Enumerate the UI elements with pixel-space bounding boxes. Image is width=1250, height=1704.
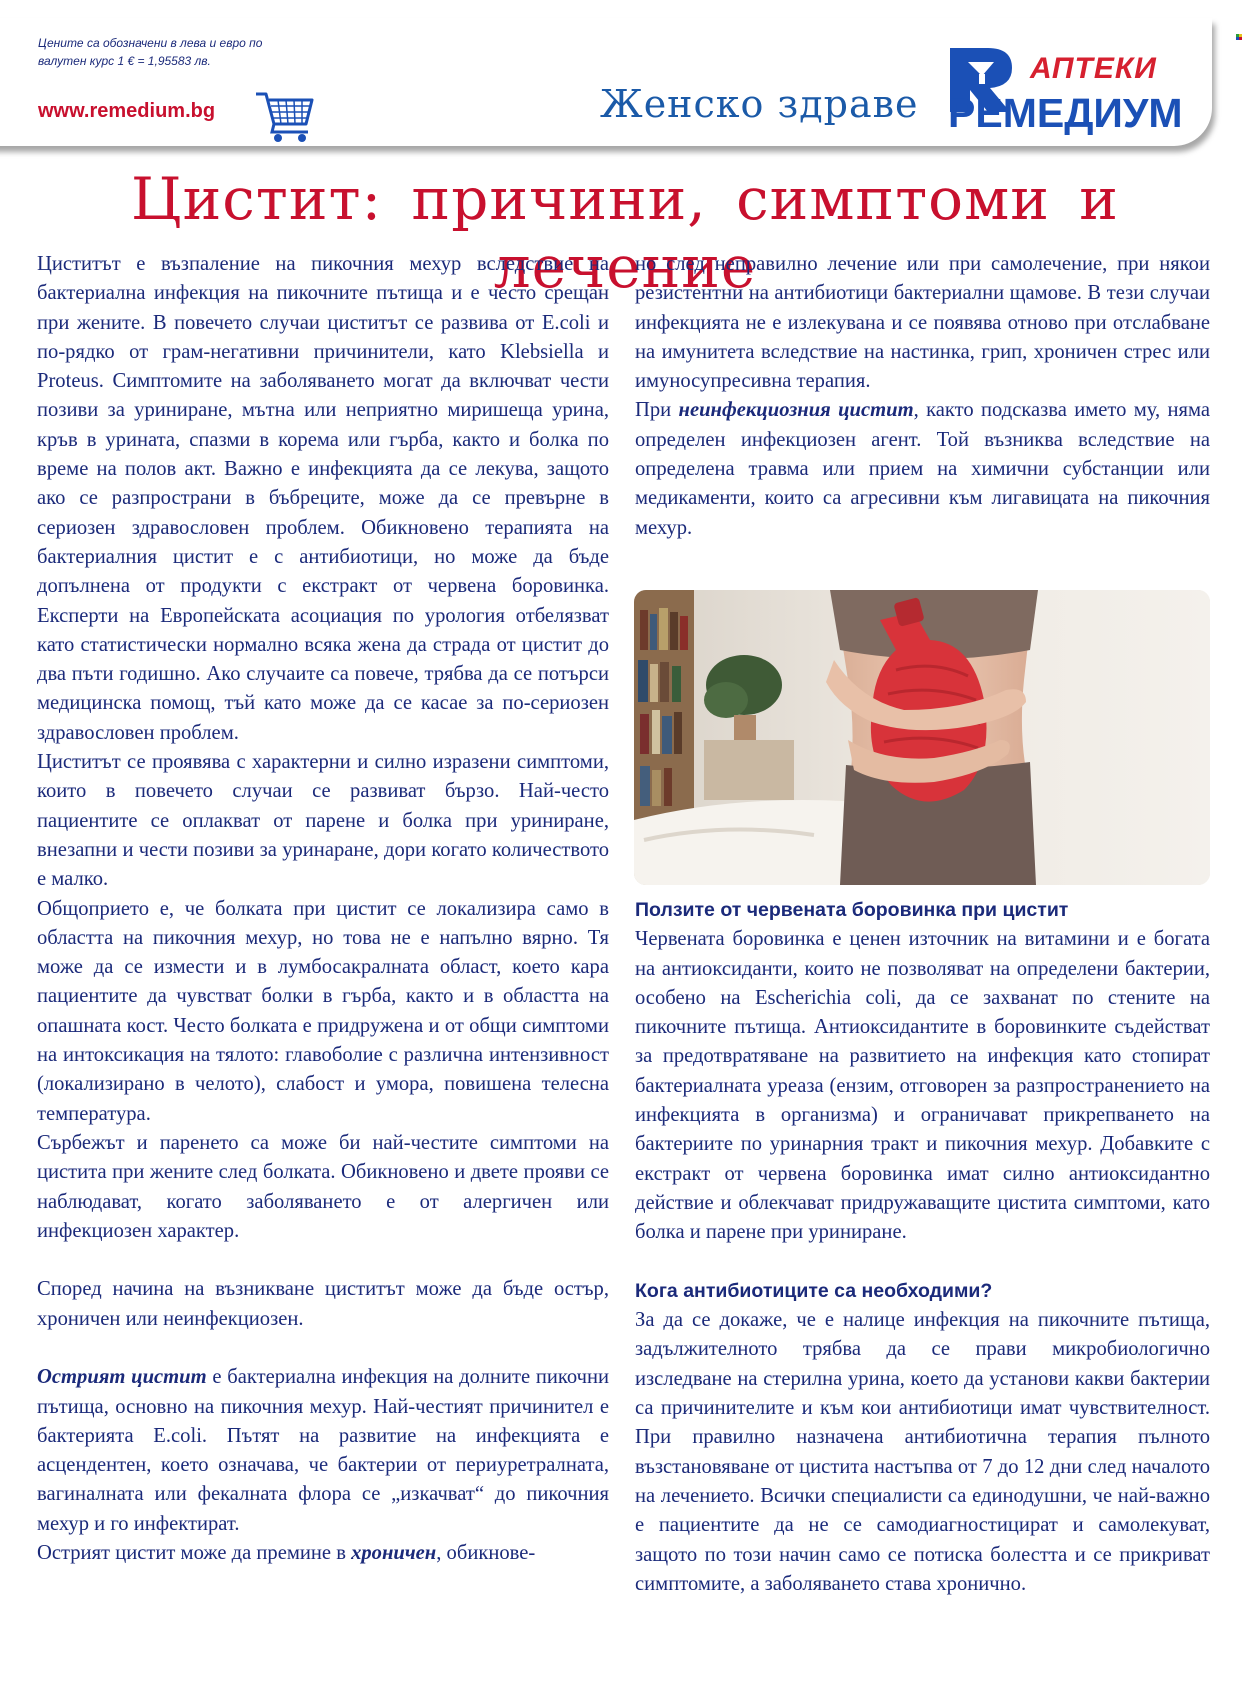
article-right-column-bottom <box>635 896 1210 1599</box>
paragraph <box>37 1363 609 1539</box>
article-photo <box>634 590 1210 885</box>
paragraph-text: , както подсказва името му, няма определен инфекциозен агент. Той възниква вследствие на определена травма или прием на химични субстанции или медикаменти, които са агресивни към лигавицата на пикочния мехур. <box>635 399 1211 539</box>
logo-text-remedium: РЕМЕДИУМ <box>948 90 1183 136</box>
paragraph: но след неправилно лечение или при самолечение, при някои резистентни на антибиотици бактериални щамове. В тези случаи инфекцията не е излекувана и се появява отново при отслабване на имунитета вследствие на настинка, грип, хроничен стрес или имуносупресивна терапия. <box>635 253 1210 393</box>
article-left-column <box>37 250 609 1568</box>
subheading-cranberry: Ползите от червената боровинка при цистит <box>635 899 1069 921</box>
paragraph: Според начина на възникване циститът може да бъде остър, хроничен или неинфекциозен. <box>37 1278 609 1330</box>
page-header <box>0 0 1250 150</box>
paragraph: За да се докаже, че е налице инфекция на пикочните пътища, задължителното трябва да се прави микробиологично изследване на стерилна урина, което да установи какви бактерии са причинителите и към кои антибиотици имат чувствителност. При правилно назначена антибиотична терапия пълното възстановяване от цистита настъпва от 7 до 12 дни след началото на лечението. Всички специалисти са единодушни, че най-важно е пациентите да не се самодиагностицират и самолекуват, защото по този начин само се потиска болестта и се прикриват симптомите, а заболяването става хронично. <box>635 1309 1210 1595</box>
price-note: Цените са обозначени в лева и евро по валутен курс 1 € = 1,95583 лв. <box>38 36 263 68</box>
corner-marker-icon <box>1236 34 1242 40</box>
section-title: Женско здраве <box>600 82 919 126</box>
emphasis-term: неинфекциозния цистит <box>678 399 914 422</box>
shopping-cart-icon[interactable] <box>252 88 316 144</box>
remedium-logo[interactable] <box>948 46 1188 136</box>
article-right-column-top <box>635 250 1210 543</box>
paragraph <box>37 1539 609 1568</box>
paragraph <box>635 396 1210 542</box>
article-title: Цистит: причини, симптоми и лечение <box>131 165 1119 301</box>
paragraph: Червената боровинка е ценен източник на витамини и е богата на антиоксиданти, които не позволяват на определени бактерии, особено на Escherichia coli, да се захванат по стените на пикочните пътища. Антиоксидантите в боровинките съдействат за предотвратяване на развитието на инфекция като стопират бактериалната уреаза (ензим, отговорен за разпространението на инфекцията в организма) и ограничават прикрепването на бактериите по уринарния тракт и пикочния мехур. Добавките с екстракт от червена боровинка имат силно антиоксидантно действие и облекчават придружаващите цистита симптоми, като болка и парене при уриниране. <box>635 928 1210 1244</box>
paragraph: Сърбежът и паренето са може би най-честите симптоми на цистита при жените след болката. Обикновено и двете прояви се наблюдават, когато заболяването е от алергичен или инфекциозен характер. <box>37 1131 609 1242</box>
paragraph: Общоприето е, че болката при цистит се локализира само в областта на пикочния мехур, но това не е напълно вярно. Тя може да се измести и в лумбосакралната област, което кара пациентите да чувстват болки в гърба, както и в областта на опашната кост. Често болката е придружена и от общи симптоми на интоксикация на тялото: главоболие с различна интензивност (локализирано в челото), слабост и умора, повишена телесна температура. <box>37 897 609 1125</box>
woman-hot-water-bottle-illustration <box>634 590 1210 885</box>
paragraph-text: , обикнове- <box>436 1542 536 1565</box>
emphasis-term: Острият цистит <box>37 1366 207 1389</box>
paragraph: Циститът се проявява с характерни и силно изразени симптоми, които в повечето случаи се развиват бързо. Най-често пациентите се оплакват от парене и болка при уриниране, внезапни и чести позиви за уринаране, дори когато количеството е малко. <box>37 751 609 891</box>
site-link[interactable]: www.remedium.bg <box>38 100 216 122</box>
subheading-antibiotics: Кога антибиотиците са необходими? <box>635 1279 993 1302</box>
paragraph-text: Острият цистит може да премине в <box>37 1542 352 1565</box>
paragraph-text: е бактериална инфекция на долните пикочни пътища, основно на пикочния мехур. Най-честият причинител е бактерията E.coli. Пътят на развитие на инфекцията е асцендентен, което означава, че бактерии от периуретралната, вагиналната или фекалната флора се „изкачват“ до пикочния мехур и го инфектират. <box>37 1366 609 1535</box>
paragraph-text: При <box>635 399 679 422</box>
emphasis-term: хроничен <box>351 1542 437 1565</box>
logo-text-apteki: АПТЕКИ <box>1030 52 1157 85</box>
paragraph: Циститът е възпаление на пикочния мехур вследствие на бактериална инфекция на пикочните пътища и е често срещан при жените. В повечето случаи циститът се развива от E.coli и по-рядко от грам-негативни причинители, като Klebsiella и Proteus. Симптомите на заболяването могат да включват чести позиви за уриниране, мътна или неприятно миришеща урина, кръв в урината, спазми в корема или гърба, както и болка по време на полов акт. Важно е инфекцията да се лекува, защото ако се разпространи в бъбреците, може да се превърне в сериозен здравословен проблем. Обикновено терапията на бактериалния цистит е с антибиотици, но може да бъде допълнена от продукти с екстракт от червена боровинка. Експерти на Европейската асоциация по урология отбелязват като статистически нормално всяка жена да страда от цистит до два пъти годишно. Ако случаите са повече, трябва да се потърси медицинска помощ, тъй като може да се касае за по-сериозен здравословен проблем. <box>37 253 609 744</box>
